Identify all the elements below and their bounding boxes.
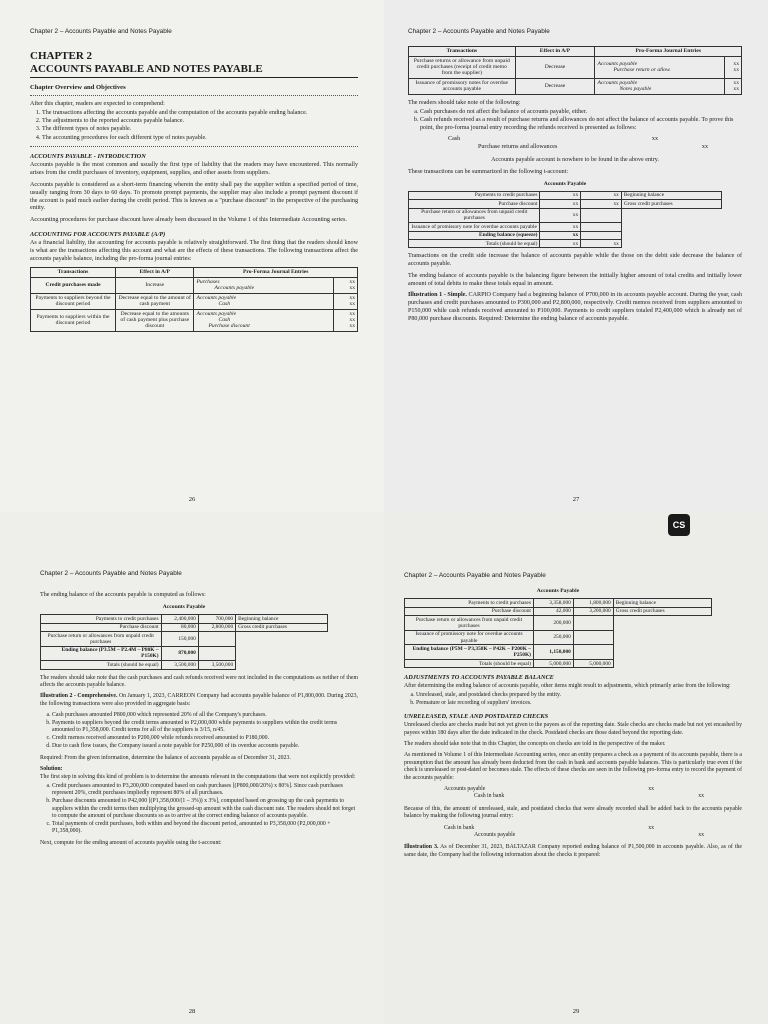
running-header: Chapter 2 – Accounts Payable and Notes Payable (404, 572, 546, 579)
t-account-cell (236, 631, 328, 646)
journal-entry: Cash in bank xx Accounts payable xx (444, 824, 704, 838)
table-header: Effect in A/P (515, 47, 595, 56)
t-account-row (405, 630, 712, 645)
t-account-cell (621, 239, 721, 247)
title-rule (30, 77, 358, 78)
t-account-row (405, 616, 712, 631)
t-account-row (409, 231, 722, 239)
dotted-rule (30, 146, 358, 147)
t-account-row (405, 599, 712, 607)
t-account-cell: Ending balance (squeeze) (409, 231, 540, 239)
illustration-3: Illustration 3. As of December 31, 2023, BALTAZAR Company reported ending balance of P1,500,000 in accounts payable. Also, as of the same date, the Company had the following information about the checks it prepared: (404, 844, 742, 858)
section-heading: ACCOUNTS PAYABLE - INTRODUCTION (30, 153, 146, 161)
objectives-intro: After this chapter, readers are expected to comprehend: (30, 100, 165, 107)
t-account-cell (621, 223, 721, 231)
t-account-row (409, 191, 722, 199)
t-account-row (405, 659, 712, 667)
t-account-row (41, 631, 328, 646)
note-item: b. Cash refunds received as a result of purchase returns and allowances do not affect the balance of accounts payable. To prove this point, the pro-forma journal entry recording the refunds received is presented as follows: (420, 117, 742, 133)
paragraph: The readers should take note that in this Chapter, the concepts on checks are told in the perspective of the maker. (404, 740, 666, 747)
paragraph: Next, compute for the ending amount of accounts payable using the t-account: (40, 839, 222, 846)
paragraph: These transactions can be summarized in the following t-account: (408, 168, 569, 175)
paragraph: Transactions on the credit side increase the balance of accounts payable while the those on the debit side decrease the balance of accounts payable. (408, 253, 742, 268)
t-account-cell: 3,500,000 (161, 661, 198, 669)
t-account-cell: Ending balance (P5M – P3,358K – P42K – P200K – P250K) (405, 645, 534, 660)
paragraph: The ending balance of accounts payable is the balancing figure between the initially higher amount of total credits and initially lower amount of total debits to make these totals equal in amount. (408, 272, 742, 287)
page-number: 29 (572, 1007, 580, 1015)
t-account-title: Accounts Payable (162, 603, 206, 610)
page-number: 28 (188, 1007, 196, 1015)
t-account-row (41, 623, 328, 631)
t-account-cell: Beginning balance (621, 191, 721, 199)
list-item: b. Payments to suppliers beyond the credit terms amounted to P2,000,000 while payments to suppliers within the credit terms amounted to P1,358,000. Credit terms for all of the suppliers is 3/15, n/45. (52, 720, 358, 735)
table-header: Transactions (31, 268, 116, 277)
t-account-cell (581, 223, 622, 231)
page-28 (0, 512, 384, 1024)
table-header: Pro-Forma Journal Entries (194, 268, 358, 277)
t-account-cell: xx (540, 208, 581, 223)
solution-heading: Solution: (40, 766, 63, 773)
paragraph: The ending balance of the accounts payable is computed as follows: (40, 592, 206, 599)
t-account-cell: Totals (should be equal) (409, 239, 540, 247)
t-account-cell: 3,500,000 (198, 661, 235, 669)
t-account-row (41, 615, 328, 623)
journal-entry: Accounts payable xx Cash in bank xx (444, 785, 704, 800)
t-account-row (409, 200, 722, 208)
t-account-cell (613, 659, 711, 667)
t-account-cell: xx (540, 223, 581, 231)
journal-entry: Cash xx Purchase returns and allowances xx (448, 136, 708, 151)
t-account-cell: 3,200,000 (573, 607, 613, 615)
t-account-cell: Beginning balance (613, 599, 711, 607)
t-account-cell (236, 661, 328, 669)
t-account-row (409, 223, 722, 231)
t-account-cell: Payments to credit purchases (405, 599, 534, 607)
list-item: d. Due to cash flow issues, the Company issued a note payable for P250,000 of its overdue accounts payable. (52, 743, 358, 750)
t-account-cell (581, 231, 622, 239)
camscanner-logo: CS (668, 514, 690, 536)
t-account-cell (613, 645, 711, 660)
t-account-cell (621, 231, 721, 239)
t-account-cell: xx (581, 239, 622, 247)
solution-list (52, 783, 358, 836)
t-account-cell: 870,000 (161, 646, 198, 661)
paragraph: Accounting procedures for purchase discount have already been discussed in the Volume 1 of this Intermediate Accounting series. (30, 217, 347, 224)
chapter-number: CHAPTER 2 (30, 50, 93, 63)
paragraph: As mentioned in Volume 1 of this Intermediate Accounting series, once an entity prepares a check as a payment of its accounts payable, there is a presumption that the amount has already been deducted from the cash in bank and accounts payable balances. This is particularly true even if the check is unreleased or post-dated or becomes stale. The effects of these checks are seen in the following pro-forma entry to record the payment of the accounts payable: (404, 752, 742, 781)
list-item: c. Total payments of credit purchases, both within and beyond the discount period, amounted to P3,358,000 (P2,000,000 + P1,358,000). (52, 821, 358, 836)
t-account-cell: 200,000 (533, 616, 573, 631)
t-account-cell: 5,000,000 (533, 659, 573, 667)
section-heading: UNRELEASED, STALE AND POSTDATED CHECKS (404, 713, 549, 721)
objective-item: 3. The different types of notes payable. (42, 126, 358, 134)
running-header: Chapter 2 – Accounts Payable and Notes Payable (408, 28, 550, 35)
t-account-cell: Ending balance (P3.5M – P2.4M – P80K – P150K) (41, 646, 162, 661)
page-29 (384, 512, 768, 1024)
t-account-cell: Purchase discount (409, 200, 540, 208)
t-account-cell: 3,358,000 (533, 599, 573, 607)
paragraph: The first step in solving this kind of problem is to determine the amounts relevant in the computations that were not explicitly provided: (40, 774, 356, 781)
t-account-row (405, 607, 712, 615)
list-item: a. Unreleased, stale, and postdated checks prepared by the entity. (416, 692, 742, 699)
t-account-cell: 2,400,000 (161, 615, 198, 623)
list-item: a. Cash purchases amounted P800,000 which represented 20% of all the Company's purchases. (52, 712, 358, 719)
objective-item: 2. The adjustments to the reported accounts payable balance. (42, 118, 358, 126)
t-account-cell: Gross credit purchases (236, 623, 328, 631)
paragraph: After determining the ending balance of accounts payable, other items might result to adjustments, which primarily arise from the following: (404, 683, 731, 690)
t-account-cell (573, 645, 613, 660)
table-row: Issuance of promissory notes for overdue accounts payable Decrease Accounts payable Notes payable xx xx (409, 78, 742, 94)
t-account-cell (573, 630, 613, 645)
t-account-cell: xx (540, 239, 581, 247)
adjustments-list (416, 692, 742, 707)
t-account-cell: xx (540, 231, 581, 239)
note-intro: The readers should take note of the following: (408, 99, 521, 106)
t-account-cell (581, 208, 622, 223)
objectives-list (42, 110, 358, 143)
table-row: Credit purchases made Increase Purchases Accounts payable xx xx (31, 277, 358, 293)
running-header: Chapter 2 – Accounts Payable and Notes Payable (30, 28, 172, 35)
t-account-cell: Payments to credit purchases (409, 191, 540, 199)
t-account-table (408, 191, 722, 249)
t-account-title: Accounts Payable (536, 588, 580, 595)
t-account-cell: 5,000,000 (573, 659, 613, 667)
t-account-cell (613, 630, 711, 645)
list-item: b. Premature or late recording of suppliers' invoices. (416, 700, 742, 707)
t-account-cell (198, 631, 235, 646)
t-account-cell: 250,000 (533, 630, 573, 645)
overview-heading: Chapter Overview and Objectives (30, 84, 126, 92)
illustration-1: Illustration 1 - Simple. CARPIO Company had a beginning balance of P700,000 in its accounts payable account. During the year, cash purchases and credit purchases amounted to P300,000 and P2,800,000, respectively. Credit memos received from suppliers amounted to P150,000 while cash refunds received amounted to P100,000. Payments to credit suppliers totaled P2,400,000 which is already net of P80,000 purchase discounts. Required: Determine the ending balance of accounts payable. (408, 292, 742, 322)
t-account-cell: Purchase discount (41, 623, 162, 631)
paragraph: Because of this, the amount of unreleased, stale, and postdated checks that were already recorded shall be added back to the accounts payable balance by making the following journal entry: (404, 805, 742, 820)
t-account-cell: Purchase return or allowances from unpaid credit purchases (41, 631, 162, 646)
paragraph: Accounts payable account is nowhere to be found in the above entry. (491, 157, 659, 163)
paragraph: As a financial liability, the accounting for accounts payable is relatively straightforward. The first thing that the readers should know is what are the transactions affecting this account and what are the effects of these transactions. The following transactions affect the accounts payable balance, including the pro-forma journal entries: (30, 240, 358, 262)
t-account-cell: xx (581, 200, 622, 208)
objective-item: 1. The transactions affecting the accounts payable and the computation of the accounts payable ending balance. (42, 110, 358, 118)
t-account-table (40, 614, 328, 669)
page-number: 27 (572, 495, 580, 503)
table-header: Pro-Forma Journal Entries (595, 47, 742, 56)
required: Required: From the given information, determine the balance of accounts payable as of December 31, 2023. (40, 754, 291, 761)
t-account-row (409, 239, 722, 247)
t-account-row (409, 208, 722, 223)
t-account-cell: 2,800,000 (198, 623, 235, 631)
table-row: Purchase returns or allowance from unpaid credit purchases (receipt of credit memo from the supplier) Decrease Accounts payable Purchase return or allow. xx xx (409, 56, 742, 78)
list-item: c. Credit memos received amounted to P200,000 while refunds received amounted to P180,000. (52, 735, 358, 742)
page-26 (0, 0, 384, 512)
t-account-cell (613, 616, 711, 631)
section-heading: ADJUSTMENTS TO ACCOUNTS PAYABLE BALANCE (404, 674, 554, 682)
t-account-cell: Totals (should be equal) (41, 661, 162, 669)
dotted-rule (30, 95, 358, 96)
t-account-cell: Purchase return or allowances from unpaid credit purchases (405, 616, 534, 631)
paragraph: Accounts payable is the most common and usually the first type of liability that the readers may have encountered. This normally arises from the credit purchases of inventory, equipment, supplies, and other assets from suppliers. (30, 162, 358, 177)
t-account-cell (236, 646, 328, 661)
transactions-table (30, 267, 358, 331)
t-account-cell: Totals (should be equal) (405, 659, 534, 667)
t-account-cell: 700,000 (198, 615, 235, 623)
t-account-cell: 80,000 (161, 623, 198, 631)
t-account-cell: Issuance of promissory note for overdue accounts payable (409, 223, 540, 231)
table-header: Effect in A/P (116, 268, 194, 277)
t-account-cell (198, 646, 235, 661)
t-account-title: Accounts Payable (543, 180, 587, 187)
t-account-table (404, 598, 712, 668)
t-account-cell: Gross credit purchases (613, 607, 711, 615)
t-account-cell: xx (581, 191, 622, 199)
list-item: b. Purchase discounts amounted to P42,000 [(P1,358,000/(1 – 3%)) x 3%], computed based on grossing up the cash payments to suppliers within the credit terms then multiplying the grossed-up amount with the cash discount rate. The readers should not forget to compute the amount of purchase discounts so as to arrive at the correct ending balance of accounts payable. (52, 798, 358, 820)
t-account-cell: xx (540, 191, 581, 199)
table-row: Payments to suppliers within the discount period Decrease equal to the amounts of cash payment plus purchase discount Accounts payable Cash Purchase discount xx xx xx (31, 309, 358, 331)
paragraph: Accounts payable is considered as a short-term financing wherein the entity shall pay the supplier within a specified period of time, usually ranging from 30 days to 60 days. To promote prompt payments, the supplier may also include a prompt payment discount if the account is paid much earlier during the credit period. This is known as a "purchase discount" in the perspective of the purchasing entity. (30, 182, 358, 212)
page-number: 26 (188, 495, 196, 503)
t-account-cell: 1,800,000 (573, 599, 613, 607)
checks-definition: Unreleased checks are checks made but not yet given to the payees as of the reporting date. Stale checks are checks made but not yet encashed by payees within 180 days after the date indicated in the check. Postdated checks are those dated beyond the reporting date. (404, 722, 742, 736)
t-account-row (41, 646, 328, 661)
objective-item: 4. The accounting procedures for each different type of notes payable. (42, 135, 358, 143)
transactions-list (52, 712, 358, 751)
t-account-cell (573, 616, 613, 631)
t-account-cell: Gross credit purchases (621, 200, 721, 208)
table-row: Payments to suppliers beyond the discount period Decrease equal to the amount of cash payment Accounts payable Cash xx xx (31, 293, 358, 309)
section-heading: ACCOUNTING FOR ACCOUNTS PAYABLE (A/P) (30, 231, 166, 239)
t-account-row (405, 645, 712, 660)
page-27 (384, 0, 768, 512)
table-header: Transactions (409, 47, 516, 56)
t-account-cell: 1,150,000 (533, 645, 573, 660)
notes-list (420, 109, 742, 133)
t-account-cell: 42,000 (533, 607, 573, 615)
t-account-row (41, 661, 328, 669)
t-account-cell: Payments to credit purchases (41, 615, 162, 623)
running-header: Chapter 2 – Accounts Payable and Notes Payable (40, 570, 182, 577)
t-account-cell (621, 208, 721, 223)
t-account-cell: 150,000 (161, 631, 198, 646)
chapter-title: ACCOUNTS PAYABLE AND NOTES PAYABLE (30, 62, 263, 75)
t-account-cell: Beginning balance (236, 615, 328, 623)
paragraph: The readers should take note that the cash purchases and cash refunds received were not included in the computations as neither of them affects the accounts payable balance. (40, 674, 358, 688)
illustration-2: Illustration 2 - Comprehensive. On January 1, 2023, CARREON Company had accounts payable balance of P1,800,000. During 2023, the following transactions were also provided in aggregate basis: (40, 693, 358, 707)
t-account-cell: Purchase discount (405, 607, 534, 615)
t-account-cell: Issuance of promissory note for overdue accounts payable (405, 630, 534, 645)
t-account-cell: xx (540, 200, 581, 208)
transactions-table-continued (408, 46, 742, 95)
list-item: a. Credit purchases amounted to P3,200,000 computed based on cash purchases [(P800,000/20%) x 80%]. Since cash purchases represent 20%, credit purchases impliedly represent 80% of all purchases. (52, 783, 358, 798)
t-account-cell: Purchase return or allowances from unpaid credit purchases (409, 208, 540, 223)
note-item: a. Cash purchases do not affect the balance of accounts payable, either. (420, 109, 742, 117)
